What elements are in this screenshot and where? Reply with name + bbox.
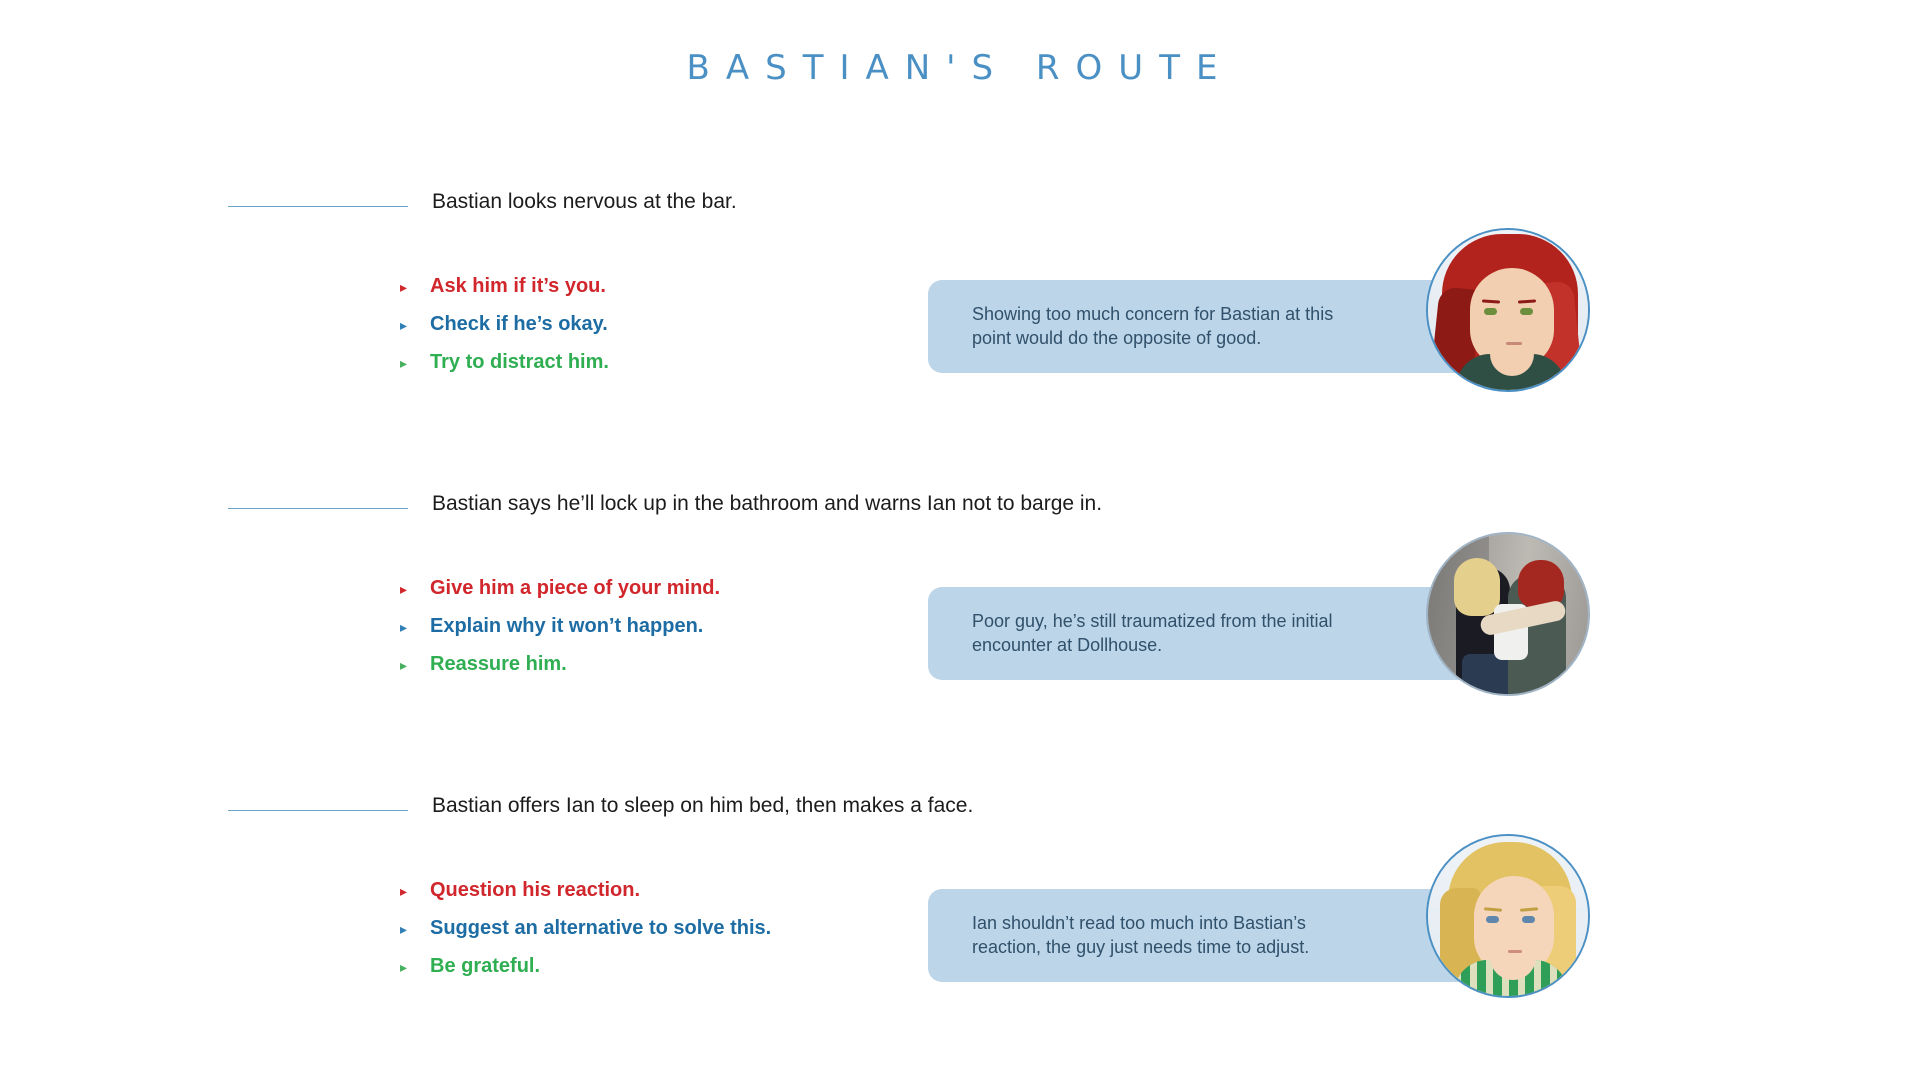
divider-line (228, 206, 408, 207)
list-item[interactable] (400, 313, 609, 351)
list-item[interactable] (400, 955, 771, 993)
choice-list (400, 577, 720, 691)
ian-portrait (1428, 836, 1588, 996)
prompt-row (0, 190, 1920, 224)
prompt-row (0, 492, 1920, 526)
note-bubble: Ian shouldn’t read too much into Bastian’s reaction, the guy just needs time to adjust. (928, 889, 1508, 982)
route-section (0, 794, 1920, 977)
bullet-arrow-icon: ▸ (400, 279, 408, 295)
bullet-arrow-icon: ▸ (400, 959, 408, 975)
choice-label[interactable]: Explain why it won’t happen. (430, 615, 704, 637)
avatar (1426, 532, 1590, 696)
list-item[interactable] (400, 917, 771, 955)
choice-list (400, 275, 609, 389)
avatar (1426, 228, 1590, 392)
choice-label[interactable]: Be grateful. (430, 955, 541, 977)
choice-list (400, 879, 771, 993)
list-item[interactable] (400, 275, 609, 313)
prompt-row (0, 794, 1920, 828)
bullet-arrow-icon: ▸ (400, 581, 408, 597)
choice-label[interactable]: Suggest an alternative to solve this. (430, 917, 772, 939)
list-item[interactable] (400, 879, 771, 917)
bullet-arrow-icon: ▸ (400, 619, 408, 635)
choice-label[interactable]: Give him a piece of your mind. (430, 577, 721, 599)
avatar (1426, 834, 1590, 998)
scene-prompt: Bastian offers Ian to sleep on him bed, then makes a face. (432, 794, 974, 817)
list-item[interactable] (400, 653, 720, 691)
choice-label[interactable]: Check if he’s okay. (430, 313, 608, 335)
ian-and-bastian-photo (1428, 534, 1588, 694)
divider-line (228, 810, 408, 811)
divider-line (228, 508, 408, 509)
page-title: BASTIAN'S ROUTE (686, 48, 1234, 88)
choice-label[interactable]: Question his reaction. (430, 879, 641, 901)
scene-prompt: Bastian says he’ll lock up in the bathroom and warns Ian not to barge in. (432, 492, 1103, 515)
list-item[interactable] (400, 351, 609, 389)
bastian-portrait (1428, 230, 1588, 390)
bullet-arrow-icon: ▸ (400, 921, 408, 937)
list-item[interactable] (400, 577, 720, 615)
route-section (0, 492, 1920, 675)
note-bubble: Poor guy, he’s still traumatized from the initial encounter at Dollhouse. (928, 587, 1508, 680)
choice-label[interactable]: Try to distract him. (430, 351, 609, 373)
choice-label[interactable]: Reassure him. (430, 653, 567, 675)
bullet-arrow-icon: ▸ (400, 657, 408, 673)
choice-label[interactable]: Ask him if it’s you. (430, 275, 606, 297)
bullet-arrow-icon: ▸ (400, 317, 408, 333)
note-bubble: Showing too much concern for Bastian at this point would do the opposite of good. (928, 280, 1508, 373)
bullet-arrow-icon: ▸ (400, 355, 408, 371)
bullet-arrow-icon: ▸ (400, 883, 408, 899)
scene-prompt: Bastian looks nervous at the bar. (432, 190, 737, 213)
route-section (0, 190, 1920, 373)
list-item[interactable] (400, 615, 720, 653)
